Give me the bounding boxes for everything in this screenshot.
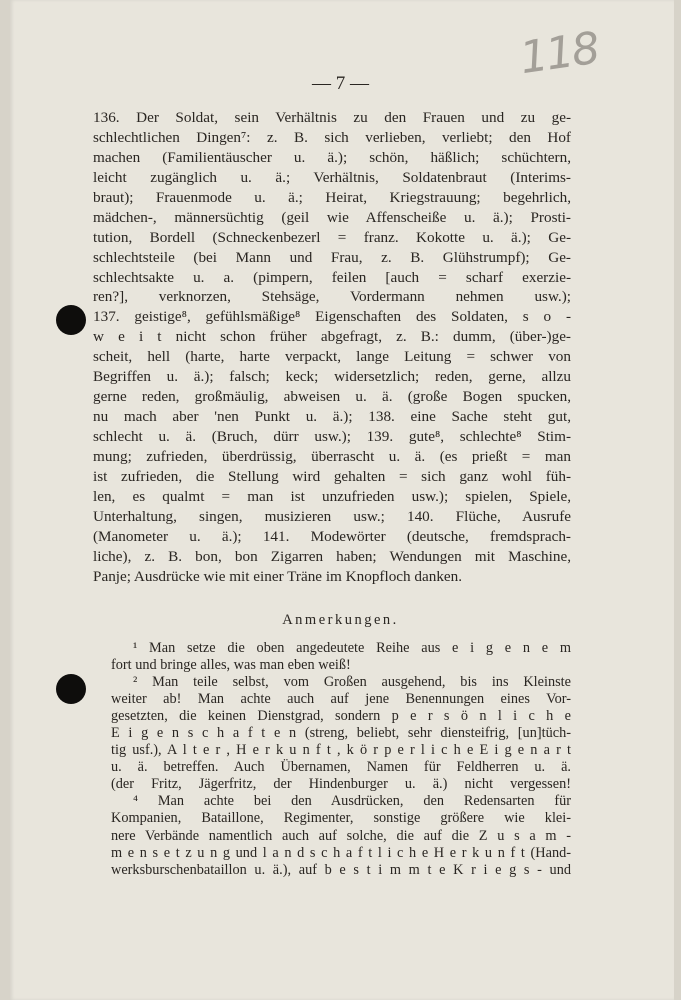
footnote-line: (der Fritz, Jägerfritz, der Hindenburger u. ä.) nicht vergessen!	[111, 776, 571, 793]
footnote-line: u. ä. betreffen. Auch Übernamen, Namen für Feldherren u. ä.	[111, 759, 571, 776]
text-line: Panje; Ausdrücke wie mit einer Träne im Knopfloch danken.	[93, 567, 463, 585]
text-line: len, es qualmt = man ist unzufrieden usw.); spielen, Spiele,	[93, 487, 571, 505]
footnote-line: werksburschenbataillon u. ä.), auf b e s t i m m t e K r i e g s - und	[111, 861, 571, 878]
text-line: mung; zufrieden, überdrüssig, überrascht u. ä. (es prießt = man	[93, 447, 571, 465]
footnote-line: Kompanien, Bataillone, Regimenter, sonstige größere wie klei-	[111, 810, 571, 827]
text-line: braut); Frauenmode u. ä.; Heirat, Kriegstrauung; begehrlich,	[93, 188, 571, 206]
text-line: 137. geistige⁸, gefühlsmäßige⁸ Eigenschaften des Soldaten, s o -	[93, 308, 571, 326]
footnote-line: E i g e n s c h a f t e n (streng, beliebt, sehr diensteifrig, [un]tüch-	[111, 725, 571, 742]
text-line: schlechtsakte u. a. (pimpern, feilen [auch = scharf exerzie-	[93, 268, 571, 286]
text-line: schlechtsteile (bei Mann und Frau, z. B. Glühstrumpf); Ge-	[93, 248, 571, 266]
footnote-line: ¹ Man setze die oben angedeutete Reihe aus e i g e n e m	[133, 640, 571, 656]
footnote-line: nere Verbände namentlich auch auf solche, die auf die Z u s a m -	[111, 827, 571, 844]
text-line: machen (Familientäuscher u. ä.); schön, häßlich; schüchtern,	[93, 148, 571, 166]
handwritten-page-number: 118	[516, 22, 602, 85]
text-line: w e i t nicht schon früher abgefragt, z. B.: dumm, (über-)ge-	[93, 328, 571, 346]
text-line: ren?], verknorzen, Stehsäge, Vordermann nehmen usw.);	[93, 288, 571, 306]
footnotes	[111, 640, 571, 879]
binding-hole-top	[56, 305, 86, 335]
footnote-line: m e n s e t z u n g und l a n d s c h a f t l i c h e H e r k u n f t (Hand-	[111, 844, 571, 861]
footnote-line: ⁴ Man achte bei den Ausdrücken, den Redensarten für	[133, 793, 571, 810]
text-line: scheit, hell (harte, harte verpackt, lange Leitung = schwer von	[93, 348, 571, 366]
footnote-line: weiter ab! Man achte auch auf jene Benennungen eines Vor-	[111, 691, 571, 708]
page-number: — 7 —	[312, 73, 369, 94]
text-line: Unterhaltung, singen, musizieren usw.; 140. Flüche, Ausrufe	[93, 507, 571, 525]
text-line: Begriffen u. ä.); falsch; keck; widersetzlich; reden, gerne, allzu	[93, 368, 571, 386]
footnote-line: gesetzten, die keinen Dienstgrad, sondern p e r s ö n l i c h e	[111, 708, 571, 725]
footnote-line: tig usf.), A l t e r , H e r k u n f t , k ö r p e r l i c h e E i g e n a r t	[111, 742, 571, 759]
footnote-line: fort und bringe alles, was man eben weiß!	[111, 657, 351, 674]
main-text	[93, 108, 571, 587]
notes-heading: Anmerkungen.	[282, 612, 399, 628]
text-line: 136. Der Soldat, sein Verhältnis zu den Frauen und zu ge-	[93, 109, 571, 126]
text-line: nu mach aber 'nen Punkt u. ä.); 138. eine Sache steht gut,	[93, 408, 571, 426]
text-line: gerne reden, großmäulig, abweisen u. ä. (große Bogen spucken,	[93, 388, 571, 406]
text-line: ist zufrieden, die Stellung wird gehalten = sich ganz wohl füh-	[93, 467, 571, 485]
text-line: (Manometer u. ä.); 141. Modewörter (deutsche, fremdsprach-	[93, 527, 571, 545]
text-line: schlecht u. ä. (Bruch, dürr usw.); 139. gute⁸, schlechte⁸ Stim-	[93, 428, 571, 445]
text-line: mädchen-, männersüchtig (geil wie Affenscheiße u. ä.); Prosti-	[93, 208, 571, 226]
text-line: liche), z. B. bon, bon Zigarren haben; Wendungen mit Maschine,	[93, 547, 571, 565]
text-line: schlechtlichen Dingen⁷: z. B. sich verlieben, verliebt; den Hof	[93, 128, 571, 146]
text-line: leicht zugänglich u. ä.; Verhältnis, Soldatenbraut (Interims-	[93, 168, 571, 186]
text-line: tution, Bordell (Schneckenbezerl = franz. Kokotte u. ä.); Ge-	[93, 228, 571, 246]
footnote-line: ² Man teile selbst, vom Großen ausgehend, bis ins Kleinste	[133, 674, 571, 691]
binding-hole-bottom	[56, 674, 86, 704]
